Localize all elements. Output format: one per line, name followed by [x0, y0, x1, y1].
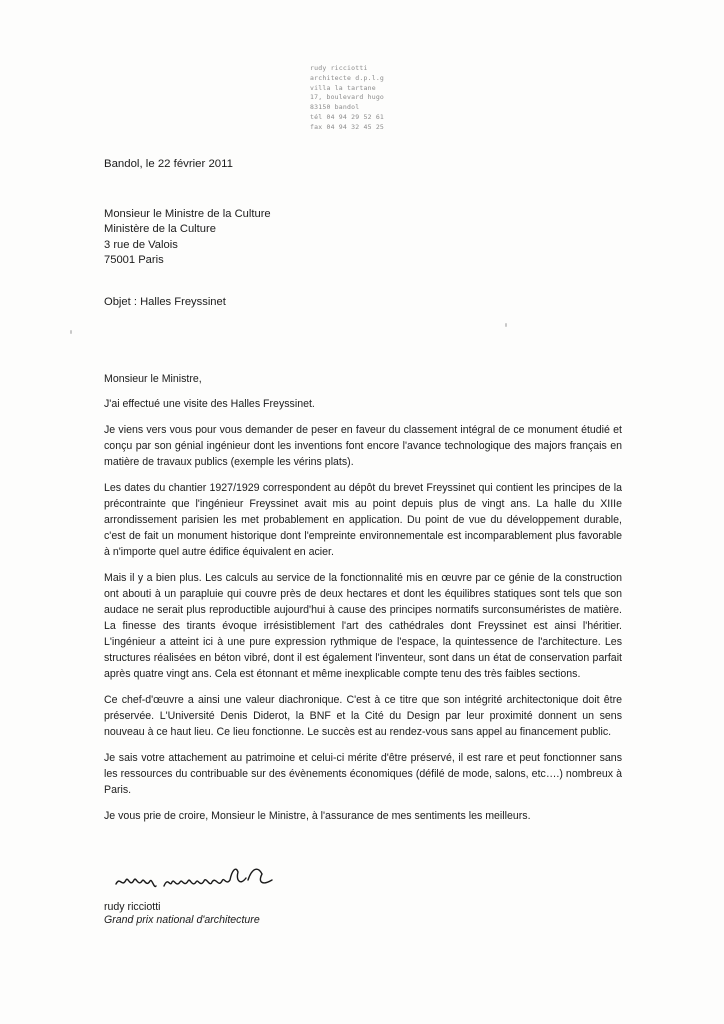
scan-speck — [70, 330, 72, 334]
recipient-address — [104, 207, 271, 269]
body-paragraph: Les dates du chantier 1927/1929 correspondent au dépôt du brevet Freyssinet qui contient les principes de la précontrainte que l'ingénieur Freyssinet avait mis au point depuis plus de vingt ans. La halle du XIIIe arrondissement parisien les met probablement en application. Du point de vue du développement durable, c'est de fait un monument historique dont l'empreinte environnementale est incomparablement plus favorable à n'importe quel autre édifice équivalent en acier. — [104, 482, 622, 558]
letter-date: Bandol, le 22 février 2011 — [104, 158, 233, 170]
body-paragraph: Je sais votre attachement au patrimoine et celui-ci mérite d'être préservé, il est rare et peut fonctionner sans les ressources du contribuable sur des évènements économiques (défilé de mode, salons, etc….) nombreux à Paris. — [104, 752, 622, 796]
letter-subject: Objet : Halles Freyssinet — [104, 296, 226, 308]
closing-formula: Je vous prie de croire, Monsieur le Ministre, à l'assurance de mes sentiments les meilleurs. — [104, 810, 531, 822]
salutation: Monsieur le Ministre, — [104, 373, 202, 385]
recipient-line: 3 rue de Valois — [104, 238, 178, 251]
recipient-line: 75001 Paris — [104, 254, 164, 267]
recipient-line: Ministère de la Culture — [104, 223, 216, 236]
body-paragraph: J'ai effectué une visite des Halles Freyssinet. — [104, 398, 315, 410]
recipient-line: Monsieur le Ministre de la Culture — [104, 208, 271, 220]
body-paragraph: Mais il y a bien plus. Les calculs au service de la fonctionnalité mis en œuvre par ce génie de la construction ont abouti à un parapluie qui couvre près de deux hectares et dont les équilibres statiques sont tels que son audace ne serait plus reproductible aujourd'hui à cause des principes normatifs surconsuméristes de matière. La finesse des tirants évoque irrésistiblement l'art des cathédrales dont Freyssinet est ainsi l'héritier. L'ingénieur a atteint ici à une pure expression rythmique de l'espace, la quintessence de l'architecture. Les structures réalisées en béton vibré, dont il est également l'inventeur, sont dans un état de conservation parfait après quatre vingt ans. Cela est étonnant et même inexplicable compte tenu des très faibles sections. — [104, 572, 622, 680]
signer-name: rudy ricciotti — [104, 901, 161, 913]
letter-body — [104, 371, 622, 824]
letterhead-line: fax 04 94 32 45 25 — [310, 122, 385, 131]
letterhead-line: architecte d.p.l.g — [310, 73, 385, 82]
letterhead-line: 83150 bandol — [310, 103, 360, 112]
body-paragraph: Ce chef-d'œuvre a ainsi une valeur diachronique. C'est à ce titre que son intégrité architectonique doit être préservée. L'Université Denis Diderot, la BNF et la Cité du Design par leur proximité donnent un sens nouveau à ce haut lieu. Ce lieu fonctionne. Le succès est au rendez-vous sans appel au financement public. — [104, 694, 622, 738]
letterhead-line: tél 04 94 29 52 61 — [310, 112, 385, 121]
signer-title: Grand prix national d'architecture — [104, 914, 260, 926]
letterhead-line: villa la tartane — [310, 83, 376, 92]
letterhead-line: 17, boulevard hugo — [310, 93, 385, 102]
body-paragraph: Je viens vers vous pour vous demander de peser en faveur du classement intégral de ce monument étudié et conçu par son génial ingénieur dont les inventions font encore l'avance technologique des majors français en matière de travaux publics (exemple les vérins plats). — [104, 424, 622, 468]
scan-speck — [505, 323, 507, 327]
handwritten-signature — [112, 862, 282, 896]
letterhead-line: rudy ricciotti — [310, 64, 368, 72]
letterhead — [310, 64, 400, 133]
signer-block — [104, 901, 260, 927]
